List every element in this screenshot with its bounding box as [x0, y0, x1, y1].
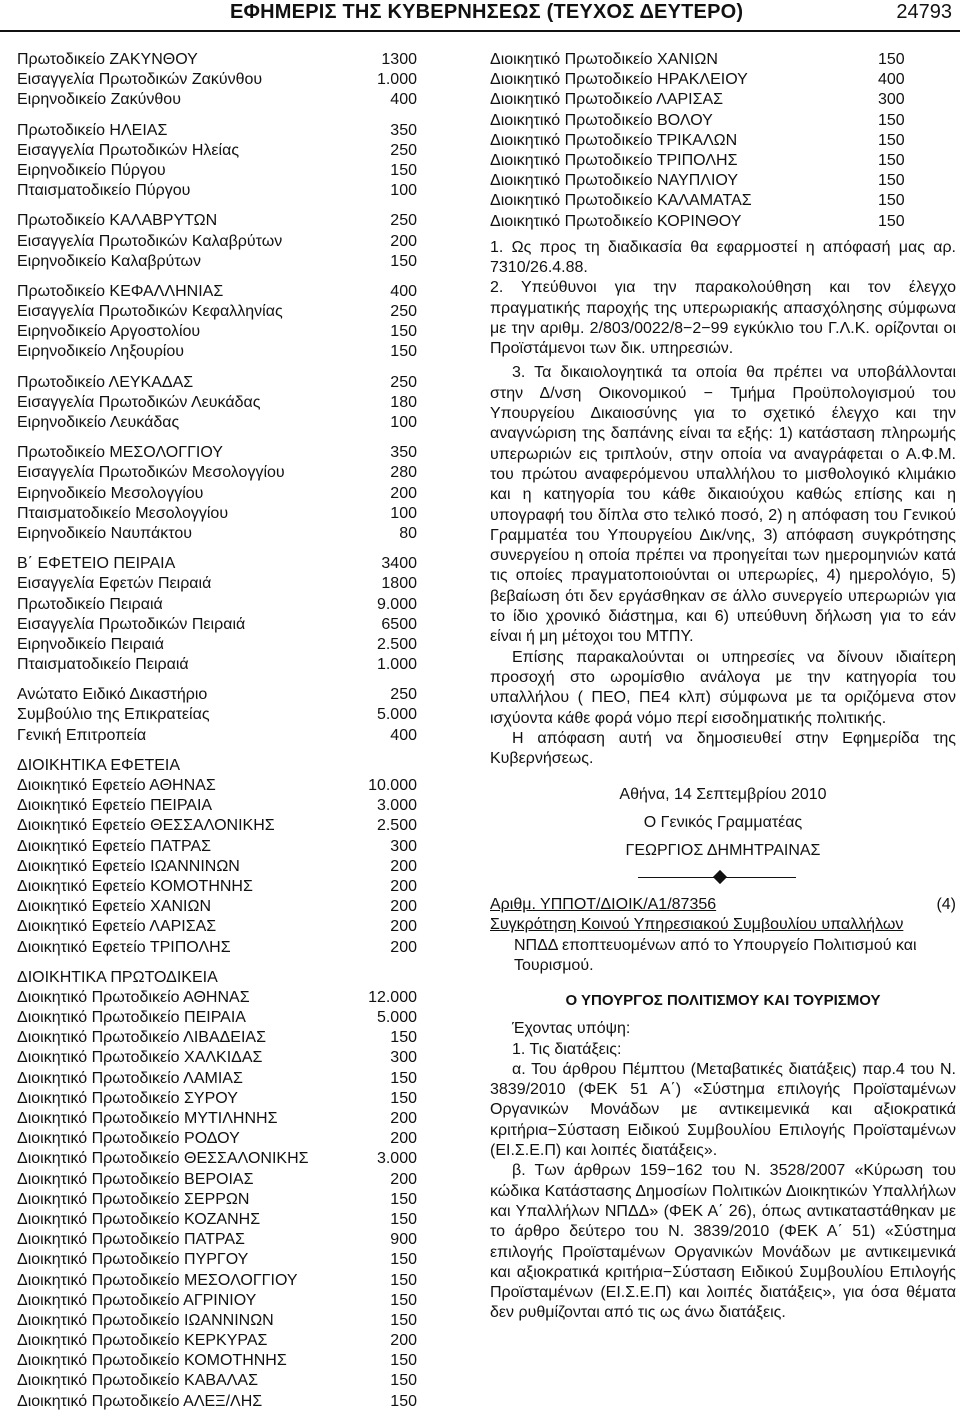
- court-hours: 5.000: [376, 1009, 417, 1027]
- court-name: Ειρηνοδικείο Καλαβρύτων: [17, 252, 201, 270]
- court-name: Διοικητικό Πρωτοδικείο ΠΑΤΡΑΣ: [17, 1231, 245, 1249]
- court-name: Διοικητικό Πρωτοδικείο ΑΓΡΙΝΙΟΥ: [17, 1291, 257, 1309]
- court-hours: 200: [390, 484, 417, 502]
- court-row: [17, 1048, 417, 1068]
- court-name: Διοικητικό Εφετείο ΚΟΜΟΤΗΝΗΣ: [17, 877, 253, 895]
- court-row: [17, 1129, 417, 1149]
- court-row: [17, 615, 417, 635]
- court-hours: 3.000: [376, 797, 417, 815]
- court-row: [17, 211, 417, 231]
- court-hours: 1800: [381, 575, 417, 593]
- court-hours: 80: [399, 524, 417, 542]
- court-row: [490, 90, 956, 110]
- court-row: [17, 1028, 417, 1048]
- court-hours: 250: [390, 303, 417, 321]
- court-hours: 400: [390, 91, 417, 109]
- court-group: [17, 968, 417, 1412]
- court-name: Διοικητικό Πρωτοδικείο ΜΥΤΙΛΗΝΗΣ: [17, 1110, 278, 1127]
- court-row: [17, 70, 417, 90]
- court-hours: 150: [878, 172, 905, 190]
- court-name: Διοικητικό Πρωτοδικείο ΒΟΛΟΥ: [490, 111, 713, 129]
- court-row: [17, 413, 417, 433]
- court-name: Διοικητικό Πρωτοδικείο ΛΙΒΑΔΕΙΑΣ: [17, 1029, 266, 1047]
- right-column: [490, 50, 956, 1324]
- court-row: [17, 161, 417, 181]
- group-gap: [17, 544, 417, 554]
- court-row: [17, 1210, 417, 1230]
- minister-heading: Ο ΥΠΟΥΡΓΟΣ ΠΟΛΙΤΙΣΜΟΥ ΚΑΙ ΤΟΥΡΙΣΜΟΥ: [565, 992, 881, 1010]
- court-hours: 150: [878, 111, 905, 129]
- court-name: Διοικητικό Πρωτοδικείο ΝΑΥΠΛΙΟΥ: [490, 172, 739, 190]
- court-hours: 150: [878, 151, 905, 169]
- court-name: Ειρηνοδικείο Ζακύνθου: [17, 91, 181, 109]
- court-row: [490, 212, 956, 232]
- court-name: Εισαγγελία Πρωτοδικών Κεφαλληνίας: [17, 303, 283, 321]
- group-gap: [17, 433, 417, 443]
- court-hours: 150: [390, 323, 417, 341]
- court-hours: 300: [878, 91, 905, 109]
- court-hours: 200: [390, 232, 417, 250]
- court-hours: 200: [390, 918, 417, 936]
- paragraph-supervisors: 2. Υπεύθυνοι για την παρακολούθηση και τον έλεγχο πραγματικής παροχής της υπερωριακής απασχόλησης σύμφωνα με την αριθμ. 2/803/0022/8−2−99 εγκύκλιο του Γ.Λ.Κ. ορίζονται οι Προϊστάμενοι των δικ. υπηρεσιών.: [490, 279, 956, 358]
- court-name: Διοικητικό Πρωτοδικείο ΑΘΗΝΑΣ: [17, 988, 250, 1006]
- court-row: [17, 393, 417, 413]
- court-name: Β΄ ΕΦΕΤΕΙΟ ΠΕΙΡΑΙΑ: [17, 555, 176, 573]
- group-gap: [17, 111, 417, 121]
- court-row: [17, 857, 417, 877]
- court-hours: 150: [878, 192, 905, 210]
- court-name: Διοικητικό Πρωτοδικείο ΠΥΡΓΟΥ: [17, 1251, 249, 1269]
- page-header: [0, 0, 960, 32]
- court-row: [490, 111, 956, 131]
- court-name: Ειρηνοδικείο Ναυπάκτου: [17, 524, 192, 542]
- signature-role: Ο Γενικός Γραμματέας: [643, 814, 803, 832]
- court-hours: 300: [390, 1049, 417, 1067]
- court-row: [17, 322, 417, 342]
- court-name: Διοικητικό Πρωτοδικείο ΒΕΡΟΙΑΣ: [17, 1170, 254, 1188]
- court-name: Συμβούλιο της Επικρατείας: [17, 706, 210, 724]
- paragraph-publication: Η απόφαση αυτή να δημοσιευθεί στην Εφημερίδα της Κυβερνήσεως.: [490, 729, 956, 768]
- court-name: Πταισματοδικείο Πειραιά: [17, 656, 189, 674]
- court-row: [17, 1089, 417, 1109]
- court-name: Ειρηνοδικείο Πειραιά: [17, 635, 165, 653]
- court-name: Διοικητικό Πρωτοδικείο ΡΟΔΟΥ: [17, 1130, 240, 1148]
- court-row: [17, 1371, 417, 1391]
- court-row: [17, 232, 417, 252]
- court-row: [17, 1291, 417, 1311]
- court-row: [17, 1170, 417, 1190]
- court-row: [17, 685, 417, 705]
- court-hours: 350: [390, 444, 417, 462]
- court-group: [17, 373, 417, 434]
- court-row: [17, 484, 417, 504]
- court-name: Ειρηνοδικείο Πύργου: [17, 161, 166, 179]
- court-row: [17, 655, 417, 675]
- subject-line-2: ΝΠΔΔ εποπτευομένων από το Υπουργείο Πολιτισμού και Τουρισμού.: [514, 936, 917, 974]
- court-hours: 200: [390, 1170, 417, 1188]
- court-hours: 150: [390, 1069, 417, 1087]
- right-court-list: [490, 50, 956, 232]
- court-name: Διοικητικό Πρωτοδικείο ΚΟΡΙΝΘΟΥ: [490, 212, 742, 230]
- court-hours: 2.500: [376, 817, 417, 835]
- group-heading: ΔΙΟΙΚΗΤΙΚΑ ΕΦΕΤΕΙΑ: [17, 756, 181, 774]
- gazette-title: ΕΦΗΜΕΡΙΣ ΤΗΣ ΚΥΒΕΡΝΗΣΕΩΣ (ΤΕΥΧΟΣ ΔΕΥΤΕΡΟ): [230, 1, 744, 23]
- court-row: [17, 938, 417, 958]
- court-group: [17, 554, 417, 675]
- court-name: Διοικητικό Πρωτοδικείο ΜΕΣΟΛΟΓΓΙΟΥ: [17, 1271, 298, 1289]
- court-hours: 150: [878, 212, 905, 230]
- court-hours: 150: [390, 252, 417, 270]
- court-name: Διοικητικό Πρωτοδικείο ΗΡΑΚΛΕΙΟΥ: [490, 71, 748, 89]
- court-row: [490, 171, 956, 191]
- court-hours: 150: [390, 1190, 417, 1208]
- court-hours: 200: [390, 1110, 417, 1127]
- court-name: Πρωτοδικείο ΚΑΛΑΒΡΥΤΩΝ: [17, 212, 218, 230]
- court-name: Πρωτοδικείο ΛΕΥΚΑΔΑΣ: [17, 373, 194, 391]
- decision-index: (4): [936, 896, 956, 914]
- court-hours: 150: [390, 1311, 417, 1329]
- court-hours: 400: [390, 282, 417, 300]
- court-hours: 400: [878, 71, 905, 89]
- court-row: [490, 131, 956, 151]
- court-row: [17, 988, 417, 1008]
- court-hours: 150: [390, 1352, 417, 1370]
- court-row: [17, 504, 417, 524]
- court-hours: 100: [390, 414, 417, 431]
- group-gap: [17, 746, 417, 756]
- court-hours: 200: [390, 1130, 417, 1148]
- court-hours: 100: [390, 504, 417, 522]
- court-row: [17, 90, 417, 110]
- group-gap: [17, 363, 417, 373]
- decision-subject: [490, 915, 956, 976]
- court-row: [17, 302, 417, 322]
- page-number: 24793: [896, 1, 952, 23]
- court-hours: 900: [390, 1231, 417, 1249]
- court-hours: 350: [390, 121, 417, 139]
- having-in-mind: Έχοντας υπόψη:: [512, 1020, 631, 1038]
- court-row: [17, 816, 417, 836]
- court-row: [17, 524, 417, 544]
- court-name: Διοικητικό Πρωτοδικείο ΚΕΡΚΥΡΑΣ: [17, 1332, 268, 1350]
- court-row: [17, 282, 417, 302]
- court-row: [17, 776, 417, 796]
- court-row: [17, 1271, 417, 1291]
- court-row: [17, 1351, 417, 1371]
- diamond-icon: [713, 870, 727, 884]
- court-row: [17, 554, 417, 574]
- court-hours: 300: [390, 837, 417, 855]
- court-row: [17, 252, 417, 272]
- court-row: [490, 50, 956, 70]
- court-name: Διοικητικό Πρωτοδικείο ΧΑΛΚΙΔΑΣ: [17, 1049, 263, 1067]
- court-row: [490, 70, 956, 90]
- signature-name: ΓΕΩΡΓΙΟΣ ΔΗΜΗΤΡΑΙΝΑΣ: [625, 842, 821, 860]
- court-row: [17, 1190, 417, 1210]
- decision-header: [490, 895, 956, 915]
- court-hours: 250: [390, 686, 417, 704]
- court-name: Εισαγγελία Εφετών Πειραιά: [17, 575, 212, 593]
- court-hours: 200: [390, 857, 417, 875]
- court-name: Διοικητικό Πρωτοδικείο ΤΡΙΚΑΛΩΝ: [490, 131, 738, 149]
- court-hours: 3.000: [376, 1150, 417, 1168]
- court-hours: 100: [390, 182, 417, 200]
- court-row: [17, 1331, 417, 1351]
- court-hours: 10.000: [368, 777, 417, 794]
- court-hours: 150: [390, 1210, 417, 1228]
- court-name: Εισαγγελία Πρωτοδικών Λευκάδας: [17, 393, 261, 411]
- court-hours: 150: [390, 1251, 417, 1269]
- court-row: [17, 796, 417, 816]
- paragraph-documents: 3. Τα δικαιολογητικά τα οποία θα πρέπει να υποβάλλονται στην Δ/νση Οικονομικού − Τμήμα Προϋπολογισμού του Υπουργείου Δικαιοσύνης για το σχετικό έλεγχο και την αναγνώριση της δαπάνης είναι τα εξής: 1) κατάσταση πληρωμής υπερωριών εις τριπλούν, στην οποία να αναγράφεται ο Α.Φ.Μ. του πρώτου αναφερόμενου υπαλλήλου το μισθολογικό κλιμάκιο και η κατηγορία του κάθε δικαιούχου καθώς επίσης και η υπογραφή του δίπλα στο τελικό ποσό, 2) η απόφαση του Γενικού Γραμματέα του Υπουργείου Δικ/νης, 3) απόφαση συγκρότησης συνεργείου η οποία πρέπει να προηγείται των ημερομηνιών κατά τις οποίες πραγματοποιούνται οι υπερωρίες, 4) ημερολόγιο, 5) βεβαίωση ότι δεν εργάσθηκαν σε άλλο συνεργείο υπερωριών για το ίδιο χρονικό διάστημα, και 6) υπεύθυνη δήλωση για το εάν είναι ή μη μέτοχοι του ΜΤΠΥ.: [490, 364, 956, 646]
- court-row: [490, 191, 956, 211]
- group-gap: [17, 201, 417, 211]
- provision-b: β. Των άρθρων 159−162 του Ν. 3528/2007 «Κύρωση του κώδικα Κατάστασης Δημοσίων Πολιτικών Διοικητικών Υπαλλήλων και Υπαλλήλων ΝΠΔΔ» (ΦΕΚ Α΄ 26), όπως αντικαταστάθηκαν με το άρθρο δεύτερο του Ν. 3839/2010 (ΦΕΚ Α΄ 51) «Σύστημα επιλογής Προϊσταμένων Οργανικών Μονάδων με αντικειμενικά και αξιοκρατικά κριτήρια−Σύσταση Ειδικού Συμβουλίου Επιλογής Προϊσταμένων (ΕΙ.Σ.Ε.Π) και λοιπές διατάξεις», για όσα θέματα δεν ρυθμίζονται από τις ως άνω διατάξεις.: [490, 1162, 956, 1322]
- court-hours: 150: [390, 1291, 417, 1309]
- court-name: Διοικητικό Πρωτοδικείο ΛΑΜΙΑΣ: [17, 1069, 243, 1087]
- court-hours: 12.000: [368, 988, 417, 1006]
- court-name: Εισαγγελία Πρωτοδικών Πειραιά: [17, 615, 246, 633]
- court-group: [17, 443, 417, 544]
- court-hours: 6500: [381, 615, 417, 633]
- court-row: [17, 574, 417, 594]
- court-name: Διοικητικό Πρωτοδικείο ΣΥΡΟΥ: [17, 1089, 238, 1107]
- court-name: Εισαγγελία Πρωτοδικών Μεσολογγίου: [17, 464, 285, 482]
- court-name: Ειρηνοδικείο Ληξουρίου: [17, 343, 185, 361]
- court-hours: 5.000: [376, 706, 417, 724]
- court-name: Διοικητικό Πρωτοδικείο ΙΩΑΝΝΙΝΩΝ: [17, 1311, 274, 1329]
- court-name: Διοικητικό Πρωτοδικείο ΤΡΙΠΟΛΗΣ: [490, 151, 738, 169]
- court-name: Εισαγγελία Πρωτοδικών Καλαβρύτων: [17, 232, 283, 250]
- court-hours: 150: [390, 1089, 417, 1107]
- court-name: Διοικητικό Πρωτοδικείο ΧΑΝΙΩΝ: [490, 51, 718, 68]
- court-row: [17, 1250, 417, 1270]
- court-hours: 150: [390, 1271, 417, 1289]
- header-rule: [0, 30, 960, 32]
- court-hours: 200: [390, 938, 417, 956]
- court-name: Διοικητικό Πρωτοδικείο ΚΑΛΑΜΑΤΑΣ: [490, 192, 752, 210]
- court-row: [17, 121, 417, 141]
- court-row: [490, 151, 956, 171]
- court-row: [17, 443, 417, 463]
- court-row: [17, 1311, 417, 1331]
- court-hours: 150: [390, 343, 417, 361]
- signature-place-date: Αθήνα, 14 Σεπτεμβρίου 2010: [619, 786, 827, 804]
- court-name: Πταισματοδικείο Πύργου: [17, 182, 191, 200]
- court-name: Διοικητικό Εφετείο ΠΑΤΡΑΣ: [17, 837, 212, 855]
- court-name: Διοικητικό Πρωτοδικείο ΘΕΣΣΑΛΟΝΙΚΗΣ: [17, 1150, 309, 1168]
- court-group: [17, 50, 417, 111]
- paragraph-attention: Επίσης παρακαλούνται οι υπηρεσίες να δίνουν ιδιαίτερη προσοχή στο ωρομίσθιο ανάλογα με την κατηγορία του υπαλλήλου ( ΠΕΟ, ΠΕ4 κλπ) σύμφωνα με τα οριζόμενα στον ισχύοντα κάθε φορά νόμο περί εισοδηματικής πολιτικής.: [490, 648, 956, 727]
- court-name: Διοικητικό Πρωτοδικείο ΠΕΙΡΑΙΑ: [17, 1009, 246, 1027]
- court-row: [17, 1230, 417, 1250]
- provisions-item: 1. Τις διατάξεις:: [512, 1040, 622, 1058]
- court-row: [17, 1392, 417, 1412]
- group-gap: [17, 272, 417, 282]
- court-group: [17, 685, 417, 746]
- court-name: Διοικητικό Εφετείο ΠΕΙΡΑΙΑ: [17, 797, 213, 815]
- court-hours: 150: [390, 1392, 417, 1410]
- court-row: [17, 373, 417, 393]
- court-row: [17, 917, 417, 937]
- court-name: Ειρηνοδικείο Αργοστολίου: [17, 323, 201, 341]
- court-group: [17, 282, 417, 363]
- court-row: [17, 897, 417, 917]
- court-hours: 9.000: [376, 595, 417, 613]
- court-name: Πταισματοδικείο Μεσολογγίου: [17, 504, 229, 522]
- court-hours: 150: [878, 131, 905, 149]
- court-name: Διοικητικό Εφετείο ΘΕΣΣΑΛΟΝΙΚΗΣ: [17, 817, 275, 835]
- court-name: Διοικητικό Εφετείο ΧΑΝΙΩΝ: [17, 898, 212, 916]
- court-name: Διοικητικό Εφετείο ΤΡΙΠΟΛΗΣ: [17, 938, 231, 956]
- court-name: Εισαγγελία Πρωτοδικών Ηλείας: [17, 141, 240, 159]
- court-hours: 150: [878, 51, 905, 68]
- court-row: [17, 50, 417, 70]
- court-hours: 1300: [381, 51, 417, 68]
- court-group: [17, 756, 417, 958]
- court-name: Ανώτατο Ειδικό Δικαστήριο: [17, 686, 208, 704]
- group-gap: [17, 958, 417, 968]
- court-hours: 200: [390, 1332, 417, 1350]
- court-hours: 200: [390, 877, 417, 895]
- court-name: Διοικητικό Εφετείο ΛΑΡΙΣΑΣ: [17, 918, 217, 936]
- court-row: [17, 1008, 417, 1028]
- court-hours: 2.500: [376, 635, 417, 653]
- decision-number: Αριθμ. ΥΠΠΟΤ/ΔΙΟΙΚ/Α1/87356: [490, 896, 717, 914]
- court-name: Διοικητικό Πρωτοδικείο ΚΟΖΑΝΗΣ: [17, 1210, 261, 1228]
- paragraph-procedure: 1. Ως προς τη διαδικασία θα εφαρμοστεί η απόφασή μας αρ. 7310/26.4.88.: [490, 238, 956, 276]
- court-row: [17, 463, 417, 483]
- court-name: Διοικητικό Πρωτοδικείο ΚΟΜΟΤΗΝΗΣ: [17, 1352, 287, 1370]
- court-name: Γενική Επιτροπεία: [17, 726, 147, 744]
- court-row: [17, 1069, 417, 1089]
- court-row: [17, 181, 417, 201]
- court-name: Πρωτοδικείο Πειραιά: [17, 595, 163, 613]
- court-row: [17, 342, 417, 362]
- court-row: [17, 726, 417, 746]
- court-hours: 400: [390, 726, 417, 744]
- court-name: Πρωτοδικείο ΚΕΦΑΛΛΗΝΙΑΣ: [17, 282, 224, 300]
- court-hours: 250: [390, 141, 417, 159]
- provision-a: α. Του άρθρου Πέμπτου (Μεταβατικές διατάξεις) παρ.4 του Ν. 3839/2010 (ΦΕΚ 51 Α΄) «Σύστημα επιλογής Προϊσταμένων Οργανικών Μονάδων με αντικειμενικά και αξιοκρατικά κριτήρια−Σύσταση Ειδικού Συμβουλίου Επιλογής Προϊσταμένων (ΕΙ.Σ.Ε.Π) και λοιπές διατάξεις».: [490, 1060, 956, 1160]
- group-gap: [17, 675, 417, 685]
- court-hours: 1.000: [376, 656, 417, 674]
- court-row: [17, 595, 417, 615]
- court-hours: 250: [390, 373, 417, 391]
- court-hours: 150: [390, 1029, 417, 1047]
- court-row: [17, 837, 417, 857]
- left-column: [17, 50, 417, 1412]
- section-divider: [490, 869, 956, 885]
- court-name: Διοικητικό Πρωτοδικείο ΚΑΒΑΛΑΣ: [17, 1372, 258, 1390]
- court-name: Ειρηνοδικείο Μεσολογγίου: [17, 484, 204, 502]
- court-row: [17, 635, 417, 655]
- court-row: [17, 1109, 417, 1129]
- court-hours: 180: [390, 393, 417, 411]
- court-hours: 200: [390, 898, 417, 916]
- court-row: [17, 877, 417, 897]
- court-name: Διοικητικό Εφετείο ΑΘΗΝΑΣ: [17, 777, 216, 794]
- court-hours: 280: [390, 464, 417, 482]
- court-name: Πρωτοδικείο ΜΕΣΟΛΟΓΓΙΟΥ: [17, 444, 223, 462]
- court-name: Ειρηνοδικείο Λευκάδας: [17, 414, 180, 431]
- court-hours: 150: [390, 161, 417, 179]
- court-name: Εισαγγελία Πρωτοδικών Ζακύνθου: [17, 71, 263, 89]
- subject-line-1: Συγκρότηση Κοινού Υπηρεσιακού Συμβουλίου υπαλλήλων: [490, 916, 904, 934]
- court-name: Πρωτοδικείο ΗΛΕΙΑΣ: [17, 121, 168, 139]
- court-hours: 3400: [381, 555, 417, 573]
- court-group: [17, 211, 417, 272]
- court-hours: 150: [390, 1372, 417, 1390]
- court-hours: 1.000: [376, 71, 417, 89]
- court-name: Διοικητικό Εφετείο ΙΩΑΝΝΙΝΩΝ: [17, 857, 240, 875]
- court-row: [17, 141, 417, 161]
- court-row: [17, 705, 417, 725]
- court-group: [17, 121, 417, 202]
- court-hours: 250: [390, 212, 417, 230]
- court-name: Διοικητικό Πρωτοδικείο ΑΛΕΞ/ΛΗΣ: [17, 1392, 263, 1410]
- court-name: Διοικητικό Πρωτοδικείο ΛΑΡΙΣΑΣ: [490, 91, 724, 109]
- court-name: Διοικητικό Πρωτοδικείο ΣΕΡΡΩΝ: [17, 1190, 250, 1208]
- court-name: Πρωτοδικείο ΖΑΚΥΝΘΟΥ: [17, 51, 198, 68]
- court-row: [17, 1149, 417, 1169]
- group-heading: ΔΙΟΙΚΗΤΙΚΑ ΠΡΩΤΟΔΙΚΕΙΑ: [17, 968, 218, 986]
